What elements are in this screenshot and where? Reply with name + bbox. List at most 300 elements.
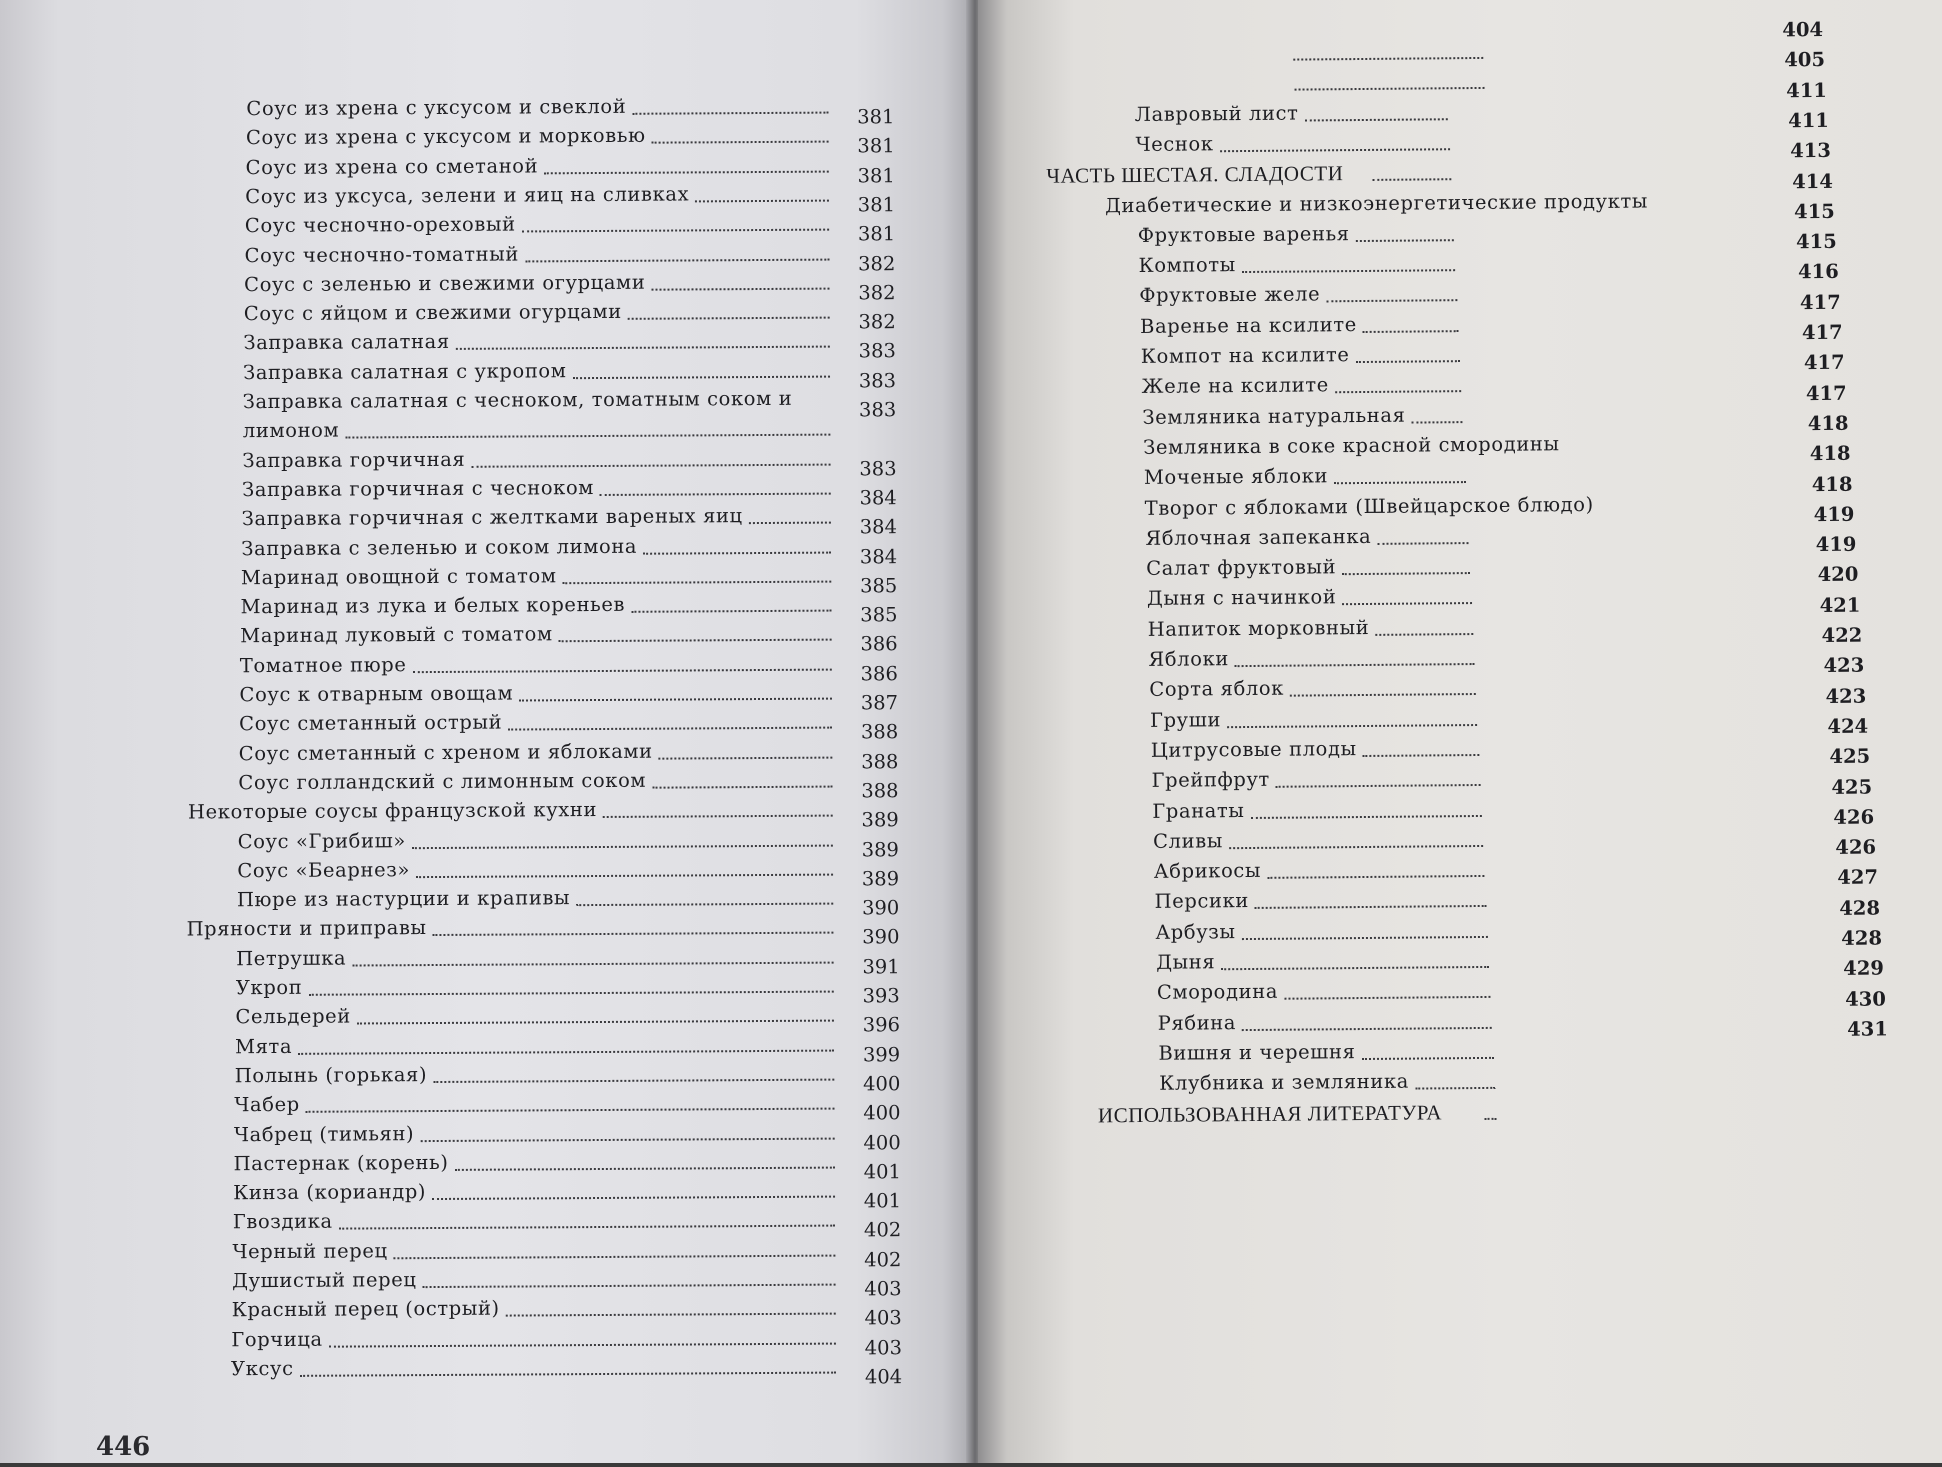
toc-entry-title: Заправка горчичная bbox=[242, 446, 465, 473]
toc-entry bbox=[1154, 855, 1583, 885]
toc-entry bbox=[1142, 371, 1560, 401]
toc-entry bbox=[1141, 340, 1558, 370]
dot-leader bbox=[651, 287, 829, 290]
toc-entry-title: Мята bbox=[235, 1033, 292, 1059]
toc-entry-title: Яблоки bbox=[1148, 646, 1229, 673]
dot-leader bbox=[300, 1371, 836, 1376]
toc-entry bbox=[1148, 643, 1572, 673]
dot-leader bbox=[544, 170, 829, 174]
toc-entry-title: Чеснок bbox=[1135, 131, 1213, 158]
dot-leader bbox=[1242, 269, 1456, 273]
toc-page-number: 424 bbox=[1818, 713, 1868, 739]
toc-entry-title: Соус чесночно-ореховый bbox=[245, 212, 516, 240]
toc-entry bbox=[232, 1293, 900, 1323]
dot-leader bbox=[1276, 784, 1480, 788]
toc-page-number: 415 bbox=[1787, 229, 1837, 255]
toc-page-number: 382 bbox=[845, 251, 895, 277]
toc-entry-title: Томатное пюре bbox=[240, 652, 407, 679]
toc-entry bbox=[235, 1059, 899, 1089]
toc-entry-title: Груши bbox=[1150, 707, 1221, 734]
toc-entry-title: Некоторые соусы французской кухни bbox=[188, 797, 597, 825]
toc-page-number: 415 bbox=[1785, 199, 1835, 225]
dot-leader bbox=[525, 258, 829, 262]
toc-entry bbox=[236, 971, 898, 1001]
toc-entry-title: Персики bbox=[1155, 888, 1250, 915]
toc-entry-title: Соус к отварным овощам bbox=[239, 681, 513, 709]
toc-entry bbox=[232, 1264, 900, 1294]
dot-leader bbox=[1293, 57, 1483, 61]
toc-page-number: 431 bbox=[1838, 1016, 1888, 1042]
toc-entry-title: Заправка салатная с укропом bbox=[243, 358, 567, 386]
toc-entry bbox=[246, 92, 892, 122]
toc-entry-title: Черный перец bbox=[232, 1238, 387, 1265]
dot-leader bbox=[1229, 845, 1483, 849]
toc-entry bbox=[186, 913, 897, 943]
toc-entry-title: Пряности и приправы bbox=[186, 915, 426, 942]
toc-entry bbox=[239, 737, 897, 767]
toc-page-number: 400 bbox=[850, 1100, 900, 1126]
toc-entry-title: Соус «Грибиш» bbox=[238, 828, 406, 855]
toc-entry-title: Клубника и земляника bbox=[1159, 1069, 1409, 1097]
toc-entry bbox=[234, 1118, 899, 1148]
toc-entry-title: Фруктовые варенья bbox=[1138, 221, 1350, 249]
toc-entry-title: Уксус bbox=[231, 1356, 294, 1382]
toc-entry bbox=[233, 1206, 899, 1236]
toc-page-number: 383 bbox=[846, 397, 896, 423]
toc-entry-title: Желе на ксилите bbox=[1142, 373, 1329, 401]
dot-leader bbox=[1255, 905, 1486, 909]
dot-leader bbox=[306, 1108, 835, 1113]
toc-page-number: 399 bbox=[850, 1042, 900, 1068]
toc-page-number: 381 bbox=[845, 221, 895, 247]
dot-leader bbox=[339, 1225, 835, 1230]
dot-leader bbox=[308, 991, 833, 996]
dot-leader bbox=[576, 903, 833, 907]
dot-leader bbox=[329, 1342, 836, 1347]
toc-entry-title: Пюре из настурции и крапивы bbox=[237, 885, 570, 913]
toc-entry bbox=[1149, 673, 1574, 703]
toc-page-number: 382 bbox=[846, 309, 896, 335]
dot-leader bbox=[652, 141, 829, 144]
toc-page-number: 416 bbox=[1789, 259, 1839, 285]
toc-entry bbox=[244, 297, 894, 327]
toc-entry-title: Соус «Беарнез» bbox=[237, 857, 410, 884]
toc-page-number: 419 bbox=[1806, 532, 1856, 558]
toc-entry-title: Рябина bbox=[1158, 1010, 1237, 1037]
dot-leader bbox=[420, 1137, 834, 1142]
toc-page-number: 418 bbox=[1800, 441, 1850, 467]
toc-page-number: 426 bbox=[1824, 804, 1874, 830]
toc-entry-title: Заправка с зеленью и соком лимона bbox=[241, 533, 637, 561]
toc-entry-title: Лавровый лист bbox=[1135, 100, 1299, 127]
toc-page-number: 400 bbox=[851, 1130, 901, 1156]
toc-page-number: 388 bbox=[848, 778, 898, 804]
toc-entry-title: Компот на ксилите bbox=[1141, 342, 1350, 370]
toc-entry-title: Компоты bbox=[1138, 252, 1235, 279]
toc-entry bbox=[1146, 552, 1568, 582]
toc-entry-title: Соус сметанный острый bbox=[239, 710, 502, 738]
toc-page-number: 417 bbox=[1796, 380, 1846, 406]
toc-entry bbox=[1158, 1037, 1591, 1067]
dot-leader bbox=[632, 112, 828, 115]
toc-entry-title: Дыня bbox=[1156, 949, 1215, 976]
dot-leader bbox=[298, 1049, 834, 1054]
toc-entry-title: Сливы bbox=[1153, 828, 1223, 855]
toc-entry-title: Красный перец (острый) bbox=[232, 1296, 500, 1324]
toc-page-number: 418 bbox=[1798, 411, 1848, 437]
dot-leader bbox=[508, 727, 832, 731]
dot-leader bbox=[652, 785, 832, 788]
toc-entry-title: Диабетические и низкоэнергетические продукты bbox=[1105, 188, 1648, 219]
toc-page-number: 381 bbox=[845, 192, 895, 218]
dot-leader bbox=[1221, 966, 1489, 970]
toc-page-number: 385 bbox=[847, 573, 897, 599]
toc-entry-title: Варенье на ксилите bbox=[1140, 312, 1357, 340]
toc-entry-title: Соус чесночно-томатный bbox=[244, 241, 519, 269]
toc-entry bbox=[1135, 128, 1547, 158]
toc-page-number: 401 bbox=[851, 1188, 901, 1214]
toc-page-number: 417 bbox=[1791, 290, 1841, 316]
toc-entry bbox=[244, 268, 893, 298]
toc-entry bbox=[1158, 1007, 1591, 1037]
toc-page-number: 381 bbox=[845, 163, 895, 189]
toc-entry bbox=[243, 327, 894, 357]
dot-leader bbox=[628, 317, 830, 320]
toc-entry bbox=[1151, 734, 1577, 764]
toc-page-number: 423 bbox=[1816, 683, 1866, 709]
dot-leader bbox=[1284, 996, 1491, 1000]
toc-entry-title: Сорта яблок bbox=[1149, 676, 1284, 703]
toc-entry bbox=[231, 1352, 900, 1382]
toc-page-number: 393 bbox=[850, 983, 900, 1009]
dot-leader bbox=[1235, 663, 1475, 667]
toc-entry-title: Заправка салатная с чесноком, томатным соком и bbox=[243, 386, 793, 415]
toc-page-number: 383 bbox=[846, 368, 896, 394]
toc-entry bbox=[235, 1000, 898, 1030]
toc-page-number: 428 bbox=[1832, 925, 1882, 951]
toc-entry-title: Соус из уксуса, зелени и яиц на сливках bbox=[245, 181, 689, 210]
dot-leader bbox=[1342, 602, 1471, 605]
toc-entry bbox=[1133, 37, 1543, 67]
toc-entry bbox=[1155, 885, 1585, 915]
dot-leader bbox=[1375, 633, 1473, 636]
toc-entry-title: Маринад овощной с томатом bbox=[241, 563, 557, 591]
toc-entry-title: Напиток морковный bbox=[1148, 615, 1370, 643]
toc-entry bbox=[1143, 431, 1562, 461]
toc-page-number: 425 bbox=[1820, 744, 1870, 770]
toc-entry-title: Гранаты bbox=[1152, 798, 1244, 825]
dot-leader bbox=[506, 1313, 836, 1317]
toc-entry bbox=[232, 1235, 899, 1265]
toc-entry bbox=[241, 590, 896, 620]
toc-entry-title: Смородина bbox=[1157, 979, 1278, 1006]
toc-entry bbox=[237, 854, 897, 884]
dot-leader bbox=[357, 1020, 834, 1025]
toc-entry bbox=[243, 356, 894, 386]
dot-leader bbox=[433, 1078, 834, 1082]
toc-entry bbox=[1151, 764, 1578, 794]
toc-page-number: 384 bbox=[847, 514, 897, 540]
toc-entry bbox=[246, 151, 893, 181]
toc-entry-title: Чабрец (тимьян) bbox=[234, 1121, 414, 1148]
dot-leader bbox=[749, 522, 831, 525]
toc-entry-title: Душистый перец bbox=[232, 1267, 417, 1294]
toc-page-number: 429 bbox=[1834, 956, 1884, 982]
toc-page-number: 400 bbox=[850, 1071, 900, 1097]
toc-entry bbox=[238, 766, 896, 796]
dot-leader bbox=[695, 199, 829, 202]
dot-leader bbox=[1295, 87, 1485, 91]
toc-entry bbox=[235, 1030, 898, 1060]
toc-page-number: 389 bbox=[849, 837, 899, 863]
toc-entry bbox=[1139, 280, 1555, 310]
toc-page-number: 423 bbox=[1814, 653, 1864, 679]
dot-leader bbox=[519, 698, 832, 702]
toc-entry bbox=[1153, 825, 1581, 855]
dot-leader bbox=[1251, 814, 1482, 818]
toc-entry bbox=[188, 795, 897, 825]
dot-leader bbox=[456, 346, 830, 350]
dot-leader bbox=[1342, 572, 1470, 575]
toc-entry-title: Дыня с начинкой bbox=[1147, 585, 1337, 613]
toc-entry-title: Салат фруктовый bbox=[1146, 554, 1336, 582]
dot-leader bbox=[1362, 1057, 1494, 1060]
toc-entry-title: Соус из хрена с уксусом и морковью bbox=[246, 123, 646, 151]
dot-leader bbox=[631, 610, 831, 613]
toc-entry-title: Гвоздика bbox=[233, 1209, 333, 1236]
toc-entry bbox=[238, 825, 897, 855]
toc-entry bbox=[233, 1176, 899, 1206]
left-page bbox=[0, 0, 972, 1463]
toc-page-number: 387 bbox=[848, 690, 898, 716]
dot-leader bbox=[1355, 360, 1459, 363]
toc-entry-title: Грейпфрут bbox=[1151, 767, 1270, 794]
toc-entry bbox=[242, 444, 894, 474]
dot-leader bbox=[1326, 300, 1457, 303]
toc-page-number: 381 bbox=[845, 133, 895, 159]
toc-page-number: 421 bbox=[1810, 592, 1860, 618]
toc-entry bbox=[243, 385, 895, 415]
toc-page-number: 425 bbox=[1822, 774, 1872, 800]
toc-page-number: 396 bbox=[850, 1012, 900, 1038]
toc-page-number: 417 bbox=[1795, 350, 1845, 376]
dot-leader bbox=[433, 932, 834, 936]
toc-entry bbox=[1155, 916, 1586, 946]
toc-page-number: 403 bbox=[852, 1276, 902, 1302]
toc-page-number: 411 bbox=[1779, 108, 1829, 134]
dot-leader bbox=[1290, 693, 1476, 697]
dot-leader bbox=[1334, 481, 1466, 484]
toc-entry bbox=[239, 678, 896, 708]
toc-page-number: 386 bbox=[848, 632, 898, 658]
toc-entry bbox=[239, 707, 896, 737]
toc-entry bbox=[231, 1323, 900, 1353]
dot-leader bbox=[600, 492, 831, 495]
toc-entry-title: ИСПОЛЬЗОВАННАЯ ЛИТЕРАТУРА bbox=[1098, 1099, 1442, 1128]
toc-entry-title: Петрушка bbox=[236, 945, 346, 972]
toc-page-number: 403 bbox=[852, 1305, 902, 1331]
toc-page-number: 383 bbox=[846, 339, 896, 365]
toc-page-number: 383 bbox=[847, 456, 897, 482]
toc-entry-title: Заправка горчичная с чесноком bbox=[242, 475, 594, 503]
toc-entry bbox=[241, 532, 895, 562]
toc-entry-title: Яблочная запеканка bbox=[1145, 524, 1371, 552]
toc-entry-title: Горчица bbox=[231, 1326, 323, 1353]
dot-leader bbox=[1377, 542, 1468, 545]
toc-entry bbox=[234, 1088, 898, 1118]
toc-entry bbox=[1140, 310, 1557, 340]
toc-entry-title: лимоном bbox=[243, 418, 340, 445]
toc-entry bbox=[1159, 1067, 1593, 1097]
toc-page-number: 388 bbox=[848, 749, 898, 775]
toc-entry-title: Цитрусовые плоды bbox=[1151, 736, 1357, 764]
toc-entry-title: Творог с яблоками (Швейцарское блюдо) bbox=[1145, 491, 1594, 521]
toc-entry bbox=[1142, 401, 1561, 431]
toc-page-number: 391 bbox=[850, 954, 900, 980]
dot-leader bbox=[1356, 239, 1454, 242]
toc-entry bbox=[244, 239, 893, 269]
toc-entry bbox=[245, 180, 893, 210]
toc-page-number: 381 bbox=[844, 104, 894, 130]
toc-page-number: 419 bbox=[1804, 502, 1854, 528]
toc-entry-title: Маринад из лука и белых кореньев bbox=[241, 592, 626, 620]
toc-entry bbox=[237, 883, 897, 913]
toc-page-number: 430 bbox=[1836, 986, 1886, 1012]
toc-entry bbox=[1147, 583, 1570, 613]
dot-leader bbox=[423, 1284, 836, 1289]
toc-entry bbox=[1134, 68, 1545, 98]
toc-entry-title: Соус из хрена с уксусом и свеклой bbox=[246, 94, 626, 122]
toc-entry-title: Маринад луковый с томатом bbox=[240, 622, 553, 650]
dot-leader bbox=[1242, 936, 1488, 940]
toc-page-number: 386 bbox=[848, 661, 898, 687]
dot-leader bbox=[1267, 875, 1485, 879]
dot-leader bbox=[455, 1166, 835, 1170]
right-toc-list bbox=[973, 0, 1942, 1467]
toc-entry bbox=[242, 473, 895, 503]
toc-entry bbox=[1135, 98, 1547, 128]
toc-entry-title: Пастернак (корень) bbox=[233, 1150, 448, 1177]
toc-entry bbox=[1152, 795, 1580, 825]
dot-leader bbox=[1335, 390, 1461, 393]
dot-leader bbox=[1242, 1026, 1492, 1030]
toc-entry-title: Укроп bbox=[236, 975, 303, 1001]
toc-entry-title: Абрикосы bbox=[1154, 858, 1261, 885]
toc-entry bbox=[236, 942, 898, 972]
toc-entry bbox=[241, 561, 895, 591]
toc-entry-title: Земляника натуральная bbox=[1142, 402, 1405, 430]
toc-entry-title: Соус голландский с лимонным соком bbox=[238, 768, 646, 796]
dot-leader bbox=[659, 756, 833, 759]
dot-leader bbox=[1485, 1117, 1497, 1119]
dot-leader bbox=[603, 815, 833, 818]
dot-leader bbox=[522, 229, 829, 233]
toc-entry-title: Арбузы bbox=[1155, 919, 1235, 946]
dot-leader bbox=[345, 434, 830, 439]
toc-page-number: 404 bbox=[852, 1364, 902, 1390]
toc-page-number: 382 bbox=[845, 280, 895, 306]
toc-entry-title: Полынь (горькая) bbox=[235, 1062, 428, 1089]
toc-entry-title: ЧАСТЬ ШЕСТАЯ. СЛАДОСТИ bbox=[1046, 160, 1343, 189]
toc-entry bbox=[1150, 704, 1576, 734]
toc-page-number: 384 bbox=[847, 544, 897, 570]
dot-leader bbox=[1415, 1087, 1495, 1090]
toc-entry-title: Соус с яйцом и свежими огурцами bbox=[244, 299, 622, 327]
dot-leader bbox=[573, 375, 830, 379]
toc-entry-title: Чабер bbox=[234, 1092, 300, 1118]
right-page bbox=[978, 0, 1942, 1463]
toc-page-number: 404 bbox=[1773, 17, 1823, 43]
dot-leader bbox=[1412, 421, 1463, 423]
toc-entry bbox=[1144, 461, 1564, 491]
dot-leader bbox=[394, 1254, 836, 1259]
toc-entry bbox=[1138, 249, 1553, 279]
dot-leader bbox=[352, 961, 833, 966]
toc-entry-title: Земляника в соке красной смородины bbox=[1143, 431, 1560, 461]
toc-page-number: 411 bbox=[1777, 78, 1827, 104]
dot-leader bbox=[1373, 178, 1451, 181]
toc-entry-title: Кинза (кориандр) bbox=[233, 1179, 426, 1206]
dot-leader bbox=[412, 844, 833, 849]
toc-page-number: 428 bbox=[1830, 895, 1880, 921]
dot-leader bbox=[643, 551, 831, 554]
toc-entry bbox=[1145, 492, 1566, 522]
toc-page-number: 413 bbox=[1781, 138, 1831, 164]
toc-page-number: 403 bbox=[852, 1335, 902, 1361]
toc-entry bbox=[1145, 522, 1566, 552]
toc-entry-title: Соус с зеленью и свежими огурцами bbox=[244, 270, 645, 298]
toc-page-number: 426 bbox=[1826, 835, 1876, 861]
toc-page-number: 390 bbox=[849, 895, 899, 921]
dot-leader bbox=[1220, 148, 1450, 152]
toc-entry bbox=[1157, 976, 1589, 1006]
toc-entry bbox=[1156, 946, 1587, 976]
toc-page-number: 385 bbox=[847, 602, 897, 628]
toc-page-number: 420 bbox=[1808, 562, 1858, 588]
dot-leader bbox=[471, 463, 830, 467]
toc-entry bbox=[1105, 189, 1551, 219]
toc-entry-continuation bbox=[243, 415, 831, 445]
toc-entry bbox=[233, 1147, 898, 1177]
dot-leader bbox=[1363, 754, 1479, 757]
toc-entry bbox=[1098, 1098, 1595, 1128]
toc-entry-title: Фруктовые желе bbox=[1139, 282, 1320, 310]
toc-entry bbox=[1148, 613, 1572, 643]
toc-entry bbox=[1138, 219, 1552, 249]
toc-page-number: 418 bbox=[1802, 471, 1852, 497]
dot-leader bbox=[1363, 330, 1459, 333]
toc-page-number: 390 bbox=[849, 925, 899, 951]
toc-page-number: 389 bbox=[849, 866, 899, 892]
toc-page-number: 389 bbox=[849, 807, 899, 833]
dot-leader bbox=[413, 668, 832, 673]
toc-entry bbox=[246, 121, 893, 151]
toc-entry-title: Сельдерей bbox=[235, 1004, 351, 1031]
dot-leader bbox=[563, 580, 832, 584]
dot-leader bbox=[1304, 118, 1448, 121]
toc-page-number: 427 bbox=[1828, 865, 1878, 891]
toc-entry bbox=[245, 209, 893, 239]
toc-entry-title: Заправка горчичная с желтками вареных яиц bbox=[242, 503, 743, 532]
dot-leader bbox=[559, 639, 832, 643]
toc-entry bbox=[240, 649, 896, 679]
toc-entry-title: Моченые яблоки bbox=[1144, 463, 1328, 491]
toc-entry-title: Вишня и черешня bbox=[1158, 1039, 1355, 1067]
dot-leader bbox=[432, 1196, 835, 1200]
toc-page-number: 401 bbox=[851, 1159, 901, 1185]
toc-page-number: 422 bbox=[1812, 623, 1862, 649]
toc-page-number: 402 bbox=[851, 1247, 901, 1273]
